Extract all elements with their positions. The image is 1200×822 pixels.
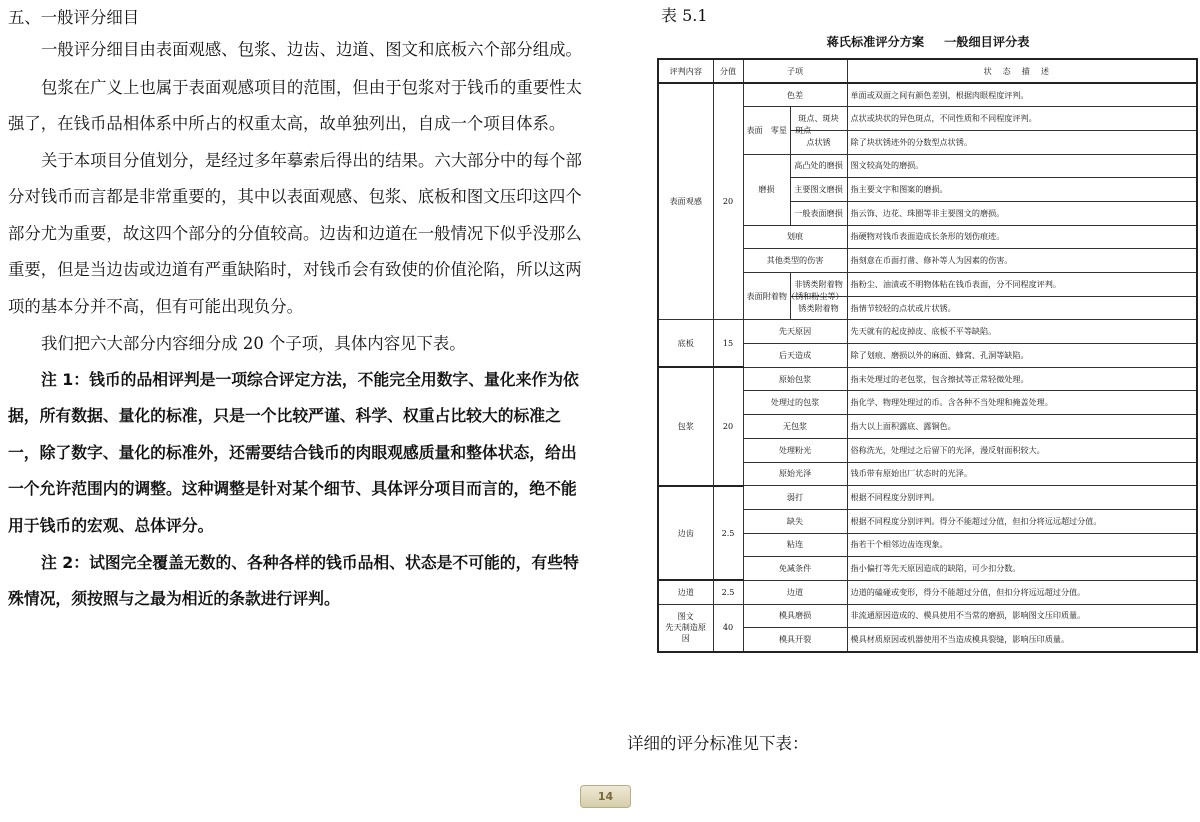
row-desc: 根据不同程度分别评判。 [847,486,1197,510]
row-item: 粘连 [743,533,847,557]
row-desc: 指主要文字和图案的磨损。 [847,178,1197,202]
row-item: 免减条件 [743,557,847,581]
row-desc: 指小偏打等先天原因造成的缺陷，可少扣分数。 [847,557,1197,581]
row-item: 主要图文磨损 [790,178,847,202]
section-name: 表面观感 [658,83,713,320]
section-name: 底板 [658,320,713,367]
row-desc: 图文较高处的磨损。 [847,154,1197,178]
row-desc: 指未处理过的老包浆，包含擦拭等正常轻微处理。 [847,367,1197,391]
row-desc: 除了划痕、磨损以外的麻面、蜂窝、孔洞等缺陷。 [847,344,1197,368]
table-label: 表 5.1 [661,6,708,25]
paragraph-4: 我们把六大部分内容细分成 20 个子项，具体内容见下表。 [41,334,466,353]
row-item: 点状锈 [790,130,847,154]
row-item: 斑点、斑块 [790,107,847,131]
row-item: 色差 [743,83,847,107]
group-label: 磨损 [743,154,790,225]
row-desc: 单面或双面之间有颜色差别，根据肉眼程度评判。 [847,83,1197,107]
row-desc: 指化学、物理处理过的币。含各种不当处理和掩盖处理。 [847,391,1197,415]
table-header-row [658,59,1197,83]
section-name: 边道 [658,580,713,604]
row-item: 缺失 [743,509,847,533]
row-item: 处理过的包浆 [743,391,847,415]
row-item: 原始光泽 [743,462,847,486]
section-score: 15 [713,320,743,367]
row-item: 处理粉光 [743,438,847,462]
row-item: 锈类附着物 [790,296,847,320]
row-item: 模具磨损 [743,604,847,628]
row-item: 先天原因 [743,320,847,344]
row-desc: 俗称洗光，处理过之后留下的光泽，漫反射面积较大。 [847,438,1197,462]
header-item: 子项 [743,59,847,83]
paragraph-3: 关于本项目分值划分，是经过多年摹索后得出的结果。六大部分中的每个部分对钱币而言都是非常重要的，其中以表面观感、包浆、底板和图文压印这四个部分尤为重要，故这四个部分的分值较高。边齿和边道在一般情况下似乎没那么重要，但是当边齿或边道有严重缺陷时，对钱币会有致使的价值沦陷，所以这两项的基本分并不高，但有可能出现负分。 [8,151,582,316]
row-item: 后天造成 [743,344,847,368]
row-desc: 钱币带有原始出厂状态时的光泽。 [847,462,1197,486]
section-score: 2.5 [713,580,743,604]
header-score: 分值 [713,59,743,83]
row-item: 无包浆 [743,415,847,439]
row-desc: 指云饰、边花、珠圈等非主要图文的磨损。 [847,201,1197,225]
row-desc: 根据不同程度分别评判。得分不能超过分值，但扣分将远远超过分值。 [847,509,1197,533]
row-item: 非锈类附着物 [790,273,847,297]
section-title: 五、一般评分细目 [8,8,140,27]
table-title [656,33,1200,50]
header-desc: 状态描述 [847,59,1197,83]
row-desc: 指硬物对钱币表面造成长条形的划伤痕迹。 [847,225,1197,249]
page-number: 14 [580,785,631,808]
table-row [658,320,1197,344]
section-score: 20 [713,367,743,485]
row-desc: 点状或块状的异色斑点，不同性质和不同程度评判。 [847,107,1197,131]
table-title-right: 一般细目评分表 [944,35,1030,49]
row-desc: 指若干个相邻边齿连现象。 [847,533,1197,557]
row-desc: 除了块状锈迹外的分数型点状锈。 [847,130,1197,154]
row-desc: 边道的磕碰或变形，得分不能超过分值，但扣分将远远超过分值。 [847,580,1197,604]
paragraph-1: 一般评分细目由表面观感、包浆、边齿、边道、图文和底板六个部分组成。 [41,40,582,59]
row-desc: 先天就有的起皮掉皮、底板不平等缺陷。 [847,320,1197,344]
row-item: 模具开裂 [743,628,847,652]
group-label: 表面附着物（锈和粉尘等） [743,273,790,320]
group-label: 表面 零星 斑点 [743,107,790,154]
table-row [658,83,1197,107]
header-content: 评判内容 [658,59,713,83]
row-item: 弱打 [743,486,847,510]
row-desc: 指情节较轻的点状或片状锈。 [847,296,1197,320]
note-2: 注 2：试图完全覆盖无数的、各种各样的钱币品相、状态是不可能的，有些特殊情况，须按照与之最为相近的条款进行评判。 [8,553,579,609]
table-row [658,367,1197,391]
table-row [658,580,1197,604]
table-row [658,486,1197,510]
section-score: 40 [713,604,743,651]
section-name: 图文 先天制造原因 [658,604,713,651]
row-desc: 指大以上面积露底、露铜色。 [847,415,1197,439]
scoring-table [657,58,1198,653]
section-name: 边齿 [658,486,713,581]
row-desc: 模具材质原因或机器使用不当造成模具裂缝，影响压印质量。 [847,628,1197,652]
row-item: 边道 [743,580,847,604]
row-desc: 指刻意在币面打凿、修补等人为因素的伤害。 [847,249,1197,273]
section-score: 20 [713,83,743,320]
left-column [8,0,593,609]
section-name: 包浆 [658,367,713,485]
note-1: 注 1：钱币的品相评判是一项综合评定方法，不能完全用数字、量化来作为依据，所有数据、量化的标准，只是一个比较严谨、科学、权重占比较大的标准之一，除了数字、量化的标准外，还需要结合钱币的肉眼观感质量和整体状态，给出一个允许范围内的调整。这种调整是针对某个细节、具体评分项目而言的，绝不能用于钱币的宏观、总体评分。 [8,370,579,535]
table-row [658,604,1197,628]
section-score: 2.5 [713,486,743,581]
row-desc: 指粉尘、油渍或不明物体粘在钱币表面，分不同程度评判。 [847,273,1197,297]
row-item: 高凸处的磨损 [790,154,847,178]
row-item: 一般表面磨损 [790,201,847,225]
row-desc: 非流通原因造成的、模具使用不当常的磨损，影响图文压印质量。 [847,604,1197,628]
row-item: 原始包浆 [743,367,847,391]
row-item: 划痕 [743,225,847,249]
row-item: 其他类型的伤害 [743,249,847,273]
footer-note: 详细的评分标准见下表： [627,734,809,753]
table-title-left: 蒋氏标准评分方案 [826,35,925,49]
paragraph-2: 包浆在广义上也属于表面观感项目的范围，但由于包浆对于钱币的重要性太强了，在钱币品相体系中所占的权重太高，故单独列出，自成一个项目体系。 [8,78,582,134]
